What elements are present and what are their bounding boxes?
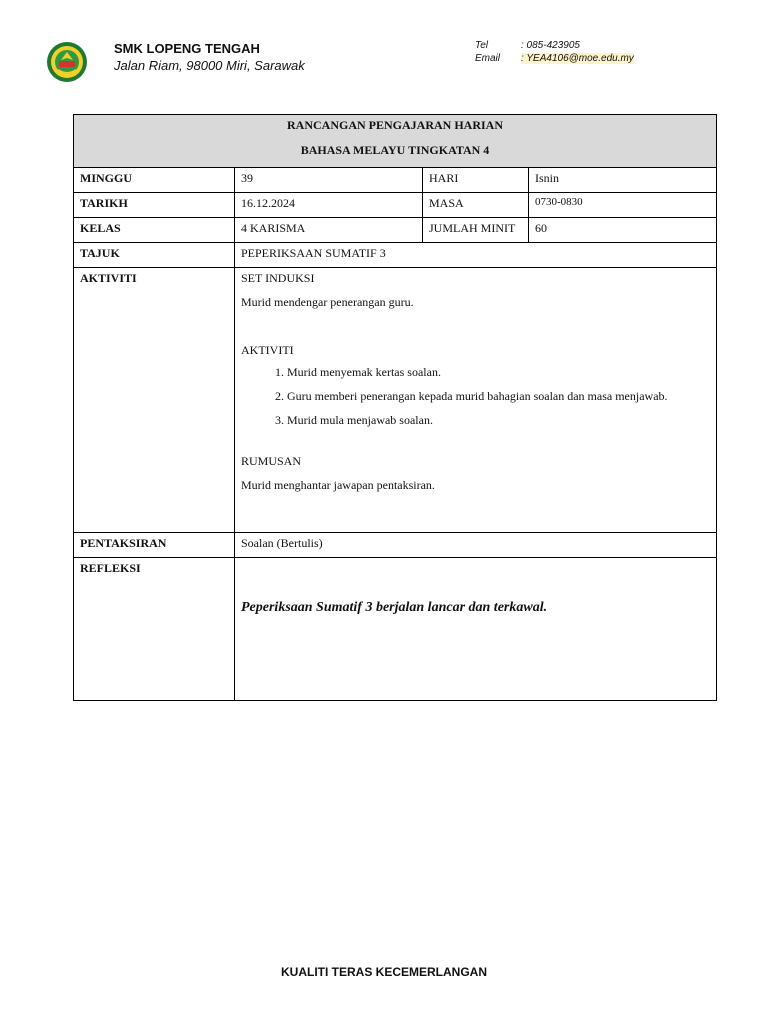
tajuk-label: TAJUK (74, 243, 235, 268)
kelas-label: KELAS (74, 218, 235, 243)
masa-value: 0730-0830 (529, 193, 717, 218)
set-induksi-text: Murid mendengar penerangan guru. (241, 295, 414, 309)
school-name: SMK LOPENG TENGAH (114, 41, 260, 56)
table-header (74, 115, 717, 168)
tajuk-value: PEPERIKSAAN SUMATIF 3 (235, 243, 717, 268)
kelas-value: 4 KARISMA (235, 218, 423, 243)
rumusan-text: Murid menghantar jawapan pentaksiran. (241, 478, 435, 492)
aktiviti-label: AKTIVITI (74, 268, 235, 533)
tarikh-value: 16.12.2024 (235, 193, 423, 218)
pentaksiran-label: PENTAKSIRAN (74, 533, 235, 558)
list-item: 3. Murid mula menjawab soalan. (287, 413, 710, 428)
tel-row (475, 40, 580, 51)
hari-label: HARI (423, 168, 529, 193)
pentaksiran-value: Soalan (Bertulis) (235, 533, 717, 558)
aktiviti-heading: AKTIVITI (241, 343, 294, 357)
refleksi-cell (235, 558, 717, 701)
refleksi-value: Peperiksaan Sumatif 3 berjalan lancar dan terkawal. (241, 600, 548, 615)
table-title: RANCANGAN PENGAJARAN HARIAN (287, 118, 503, 132)
table-row (74, 243, 717, 268)
refleksi-label: REFLEKSI (74, 558, 235, 701)
tel-label: Tel (475, 40, 488, 51)
table-row (74, 168, 717, 193)
lesson-plan-table (73, 114, 717, 701)
rumusan-heading: RUMUSAN (241, 454, 302, 468)
tarikh-label: TARIKH (74, 193, 235, 218)
list-item: 2. Guru memberi penerangan kepada murid bahagian soalan dan masa menjawab. (287, 389, 710, 404)
jumlah-minit-value: 60 (529, 218, 717, 243)
email-label: Email (475, 53, 501, 64)
set-induksi-heading: SET INDUKSI (241, 271, 315, 285)
aktiviti-content (235, 268, 717, 533)
minggu-value: 39 (235, 168, 423, 193)
hari-value: Isnin (529, 168, 717, 193)
jumlah-minit-label: JUMLAH MINIT (423, 218, 529, 243)
table-row (74, 533, 717, 558)
table-row (74, 268, 717, 533)
table-row (74, 218, 717, 243)
masa-label: MASA (423, 193, 529, 218)
table-subtitle: BAHASA MELAYU TINGKATAN 4 (300, 143, 490, 157)
school-crest-icon (46, 41, 88, 83)
minggu-label: MINGGU (74, 168, 235, 193)
tel-value: : 085-423905 (521, 40, 580, 51)
email-row (475, 53, 634, 64)
table-row (74, 193, 717, 218)
table-header-row (74, 115, 717, 168)
school-address: Jalan Riam, 98000 Miri, Sarawak (114, 58, 305, 73)
table-row (74, 558, 717, 701)
list-item: 1. Murid menyemak kertas soalan. (287, 365, 710, 380)
email-value[interactable]: : YEA4106@moe.edu.my (521, 53, 634, 64)
footer-motto: KUALITI TERAS KECEMERLANGAN (281, 965, 487, 979)
activity-steps (241, 365, 710, 428)
